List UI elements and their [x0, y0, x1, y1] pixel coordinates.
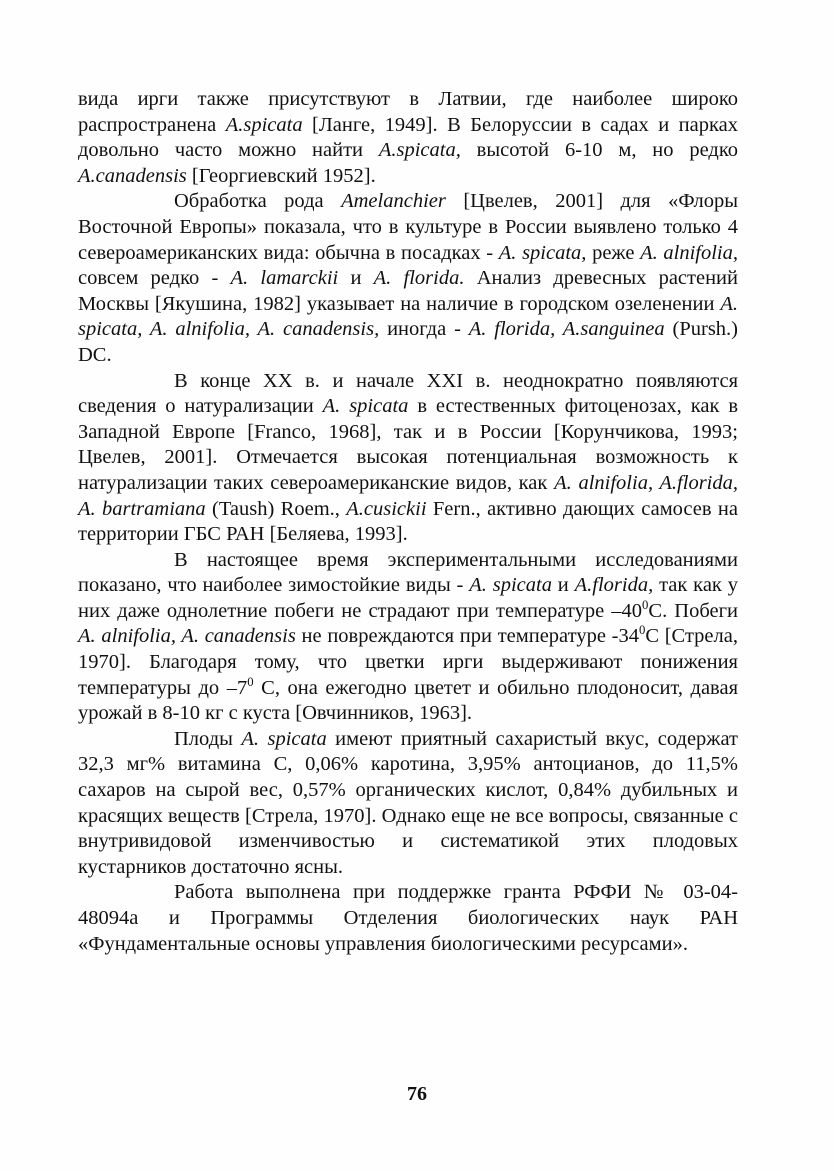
text-segment: В настоящее время экспериментальными исследованиями показано, что наиболее зимостойкие виды -	[78, 548, 738, 597]
italic-text: Amelanchier	[341, 190, 446, 213]
italic-text: A.florida,	[574, 574, 654, 597]
italic-text: A. florida.	[373, 267, 465, 290]
italic-text: A. spicata, A. alnifolia, A. canadensis,	[78, 292, 738, 341]
text-segment: (Pursh.) DC.	[78, 318, 739, 366]
text-segment: [Цвелев, 2001] для «Флоры Восточной Европы» показала, что в культуре в России выявлено только 4 североамериканских вида: обычна в посадках -	[78, 190, 738, 264]
text-segment: Обработка рода	[174, 190, 342, 213]
italic-text: A.cusickii	[346, 497, 427, 520]
text-segment: и	[551, 574, 575, 597]
text-segment: С [Стрела, 1970]. Благодаря тому, что цветки ирги выдерживают понижения температуры до –7	[78, 625, 738, 699]
text-segment: не повреждаются при температуре -34	[295, 625, 639, 648]
text-segment: в естественных фитоценозах, как в Западной Европе [Franco, 1968], так и в России [Корунчикова, 1993; Цвелев, 2001]. Отмечается высокая потенциальная возможность к натурализации таких североамериканские видов, как	[78, 395, 738, 494]
italic-text: A. alnifolia,	[640, 241, 739, 264]
text-segment: [Ланге, 1949]. В Белоруссии в садах и парках довольно часто можно найти	[78, 113, 739, 162]
italic-text: A. alnifolia, A. canadensis	[78, 625, 296, 648]
text-segment: Fern., активно дающих самосев на территории ГБС РАН [Беляева, 1993].	[78, 497, 738, 546]
text-segment: С. Побеги	[648, 599, 738, 622]
italic-text: A. spicata	[241, 727, 327, 750]
text-segment: совсем редко -	[78, 267, 231, 290]
italic-text: A.spicata	[225, 113, 303, 136]
paragraph	[78, 727, 738, 881]
text-segment: имеют приятный сахаристый вкус, содержат 32,3 мг% витамина С, 0,06% каротина, 3,95% антоцианов, до 11,5% сахаров на сырой вес, 0,57% органических кислот, 0,84% дубильных и красящих веществ [Стрела, 1970]. Однако еще не все вопросы, связанные с внутривидовой изменчивостью и систематикой этих плодовых кустарников достаточно ясны.	[78, 727, 738, 878]
italic-text: A.spicata,	[378, 139, 461, 162]
italic-text: A. spicata	[469, 574, 552, 597]
text-segment: С, она ежегодно цветет и обильно плодоносит, давая урожай в 8-10 кг с куста [Овчинников, 1963].	[78, 676, 738, 725]
text-segment: (Taush) Roem.,	[205, 497, 347, 520]
italic-text: A.canadensis	[78, 164, 187, 187]
text-segment: вида ирги также присутствуют в Латвии, где наиболее широко распространена	[78, 88, 738, 136]
text-segment: так как у них даже однолетние побеги не страдают при температуре –40	[78, 574, 738, 622]
italic-text: A. spicata,	[498, 241, 587, 264]
italic-text: A. lamarckii	[230, 267, 339, 290]
text-segment: Анализ древесных растений Москвы [Якушина, 1982] указывает на наличие в городском озеленении	[78, 267, 738, 315]
body-text	[78, 87, 738, 957]
superscript-text: 0	[638, 623, 646, 638]
paragraph	[78, 369, 738, 548]
italic-text: A. spicata	[322, 395, 409, 418]
text-segment: высотой 6-10 м, но редко	[460, 139, 739, 162]
page-number: 76	[407, 1083, 427, 1105]
paragraph	[78, 87, 738, 189]
paragraph	[78, 880, 738, 957]
superscript-text: 0	[247, 674, 254, 689]
text-segment: Работа выполнена при поддержке гранта РФФИ № 03-04-48094а и Программы Отделения биологических наук РАН «Фундаментальные основы управления биологическими ресурсами».	[78, 881, 738, 955]
text-segment: [Георгиевский 1952].	[186, 164, 376, 187]
italic-text: A. alnifolia, A.florida, A. bartramiana	[78, 471, 738, 520]
paragraph	[78, 189, 738, 368]
superscript-text: 0	[642, 598, 649, 613]
paragraph	[78, 548, 738, 727]
text-segment: реже	[586, 241, 641, 264]
text-segment: и	[338, 267, 374, 290]
text-segment: иногда -	[379, 318, 469, 341]
text-segment: Плоды	[174, 727, 242, 750]
italic-text: A. florida, A.sanguinea	[468, 318, 665, 341]
text-segment: В конце XX в. и начале XXI в. неоднократно появляются сведения о натурализации	[78, 369, 738, 418]
